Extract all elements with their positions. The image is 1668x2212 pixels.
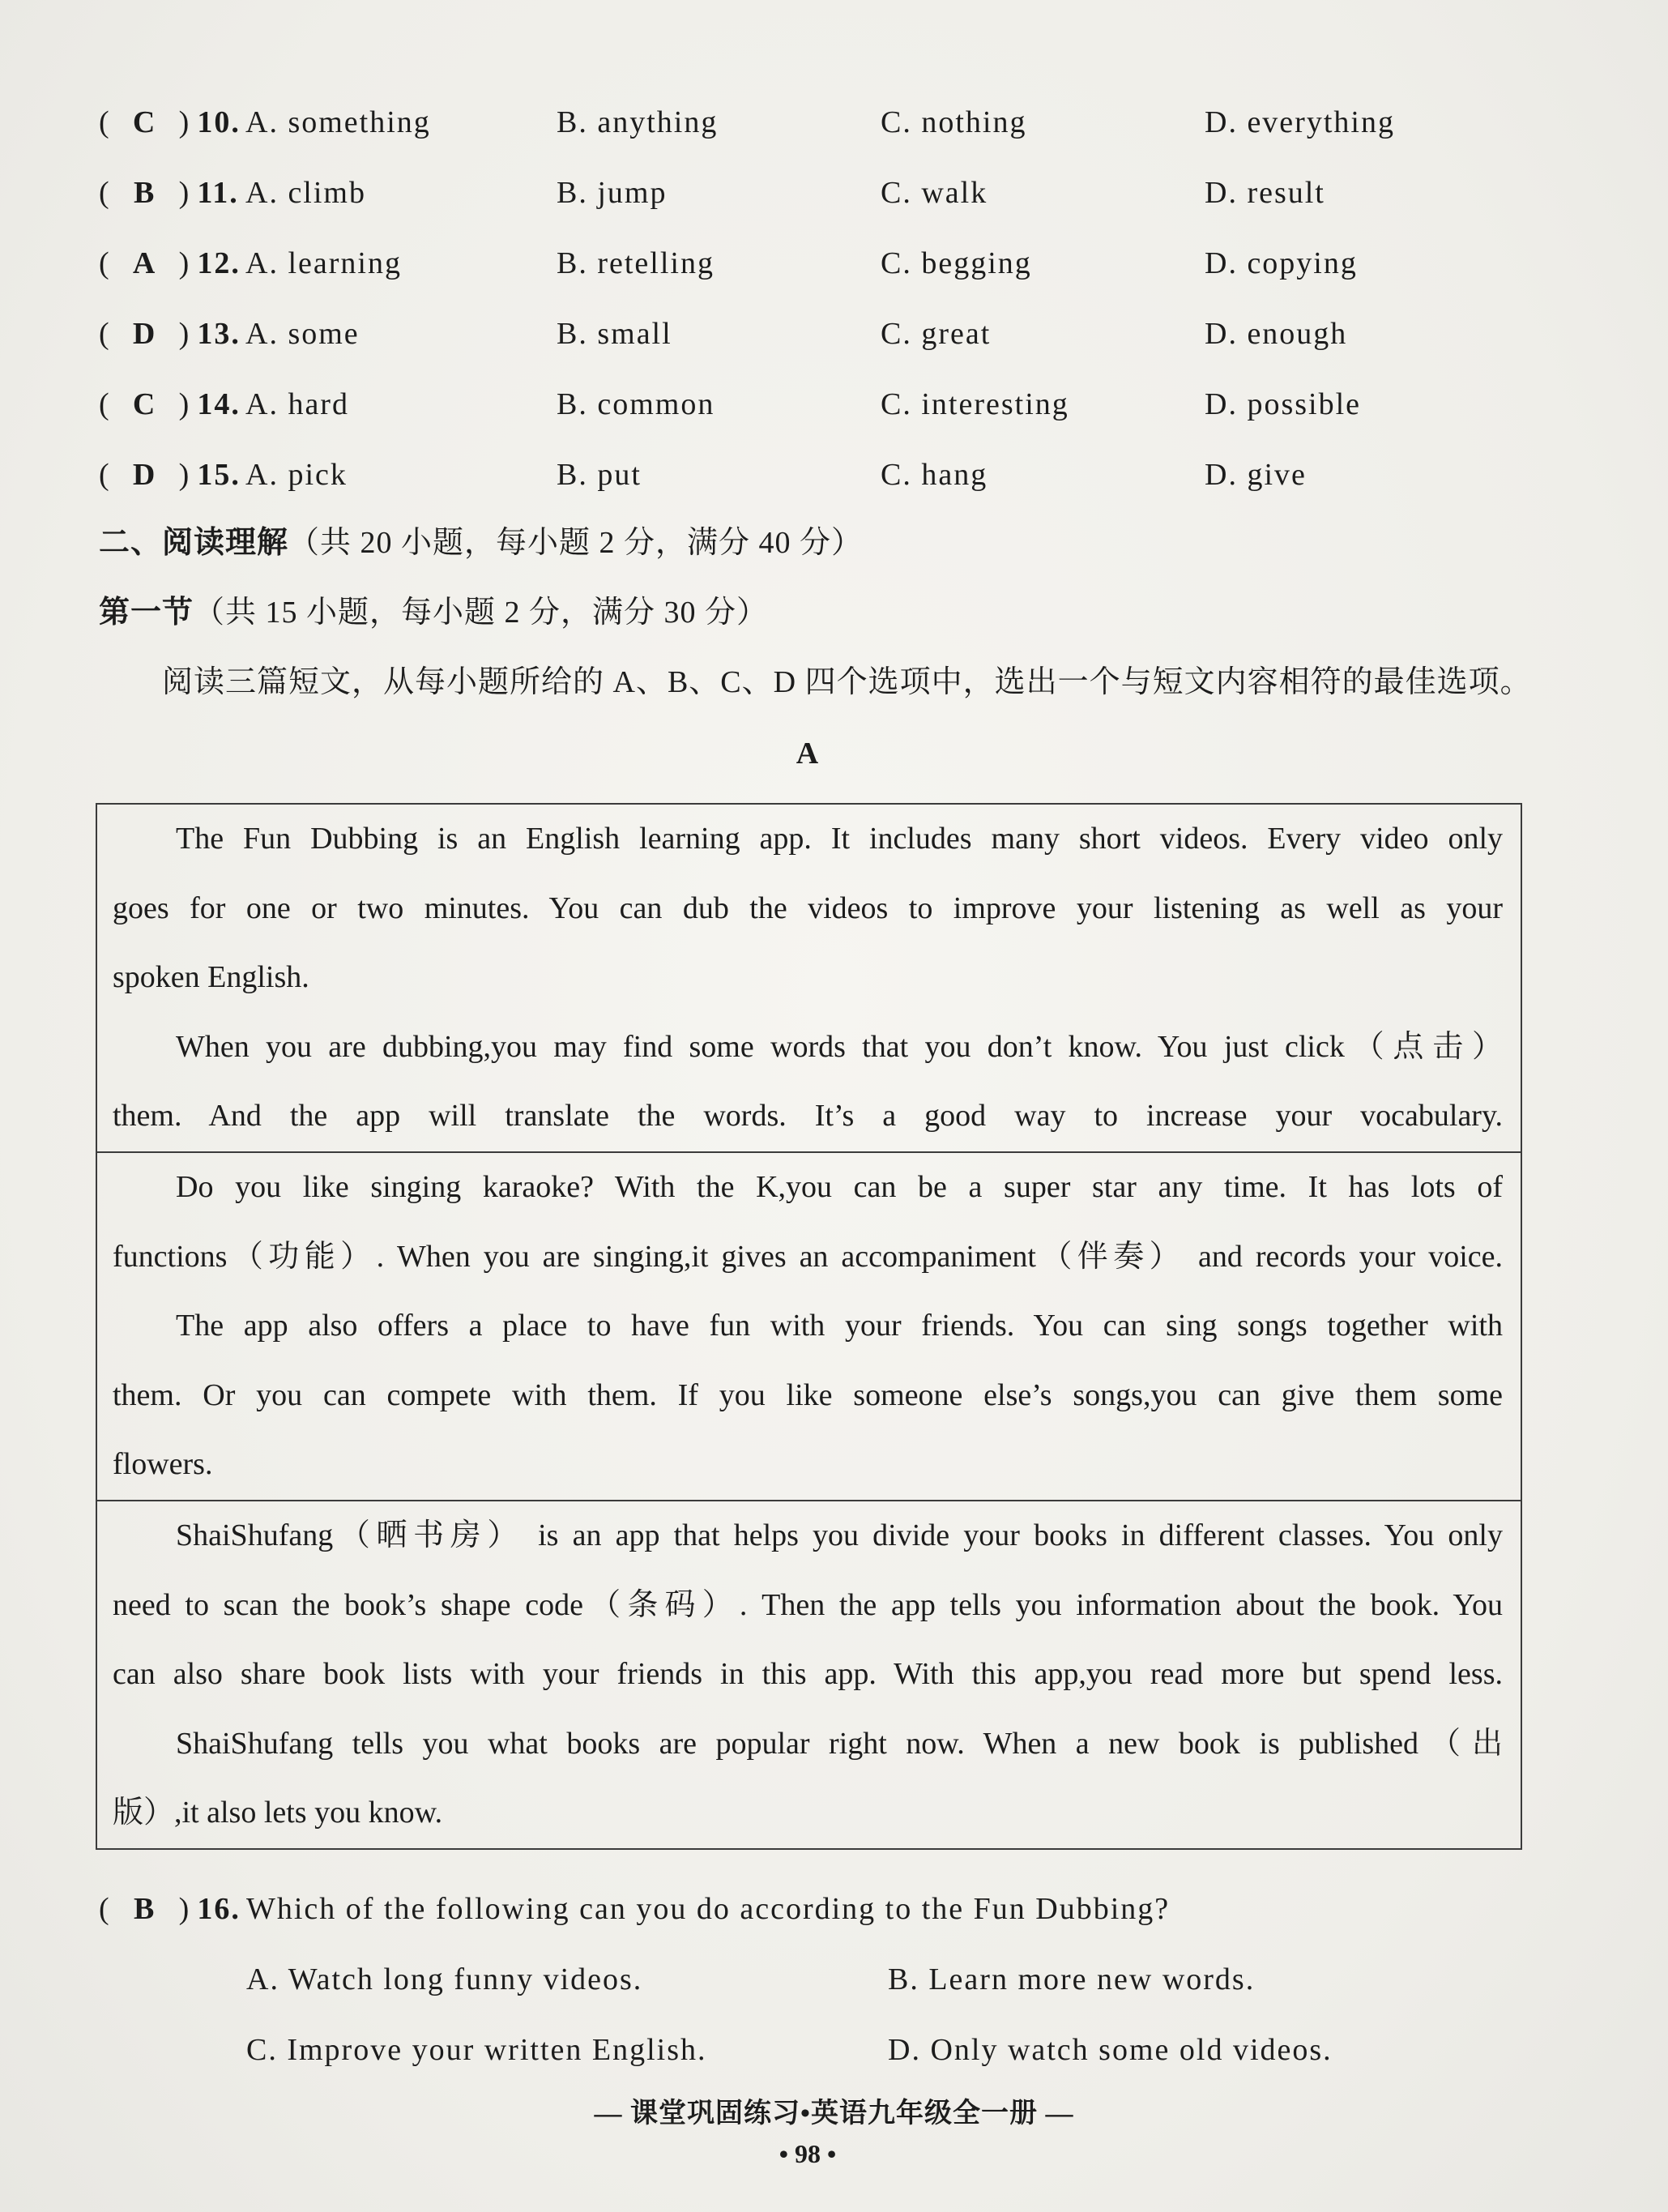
answer-head — [99, 158, 239, 228]
option-c: C. hang — [881, 458, 988, 492]
answer-letter: B — [133, 176, 156, 210]
passage-line: functions（功能）. When you are singing,it gives an accompaniment（伴奏） and records your voice. — [113, 1239, 1503, 1274]
answer-letter: D — [132, 317, 157, 351]
option-a: A. hard — [245, 387, 349, 421]
passage-line: need to scan the book’s shape code（条码）. Then the app tells you information about the book. You — [113, 1587, 1503, 1622]
passage-line: goes for one or two minutes. You can dub the videos to improve your listening as well as your — [113, 890, 1503, 925]
passage-line: The Fun Dubbing is an English learning app. It includes many short videos. Every video only — [176, 822, 1503, 856]
option-c: C. interesting — [881, 387, 1069, 421]
option-d: D. enough — [1205, 317, 1348, 351]
question-number: 12. — [197, 246, 241, 280]
cloze-answer-row-12 — [0, 228, 1668, 298]
passage-line: spoken English. — [113, 960, 309, 995]
option-b: B. jump — [557, 176, 668, 210]
option-a: A. learning — [245, 246, 402, 280]
answer-letter: B — [133, 1892, 156, 1926]
passage-box — [96, 803, 1522, 1850]
question-number: 14. — [197, 387, 241, 421]
section-two-heading — [99, 508, 863, 578]
answer-letter: C — [132, 387, 157, 421]
answer-head — [99, 1874, 241, 1944]
question-16-row — [0, 1874, 1668, 1944]
option-a: A. pick — [245, 458, 348, 492]
passage-section-fun-dubbing — [97, 805, 1521, 1151]
passage-line: Do you like singing karaoke? With the K,you can be a super star any time. It has lots of — [176, 1170, 1503, 1204]
passage-line: When you are dubbing,you may find some words that you don’t know. You just click（点击） — [176, 1029, 1503, 1064]
option-c: C. Improve your written English. — [246, 2033, 707, 2067]
passage-line: flowers. — [113, 1447, 213, 1482]
bracket-close: ) — [178, 246, 191, 280]
passage-label: A — [796, 737, 820, 771]
question-number: 10. — [197, 105, 241, 139]
passage-line: can also share book lists with your friends in this app. With this app,you read more but spend less. — [113, 1657, 1503, 1692]
cloze-answer-row-13 — [0, 299, 1668, 369]
passage-section-the-k — [97, 1151, 1521, 1500]
bracket-open: ( — [99, 246, 111, 280]
option-c: C. begging — [881, 246, 1032, 280]
answer-letter: A — [132, 246, 157, 280]
passage-section-shaishufang — [97, 1500, 1521, 1848]
passage-line: ShaiShufang（晒书房） is an app that helps you divide your books in different classes. You only — [176, 1518, 1503, 1552]
passage-line: ShaiShufang tells you what books are popular right now. When a new book is published（出 — [176, 1726, 1503, 1761]
bracket-open: ( — [99, 317, 111, 351]
answer-head — [99, 228, 241, 298]
option-d: D. give — [1205, 458, 1307, 492]
bracket-open: ( — [99, 387, 111, 421]
option-b: B. anything — [557, 105, 719, 139]
cloze-answer-row-14 — [0, 369, 1668, 439]
bracket-open: ( — [99, 105, 111, 139]
bracket-close: ) — [178, 458, 191, 492]
section-two-title: 二、阅读理解 — [99, 526, 289, 560]
question-16-options-row-1 — [0, 1945, 1668, 2014]
bracket-open: ( — [99, 1892, 111, 1926]
option-a: A. climb — [245, 176, 366, 210]
passage-line: 版）,it also lets you know. — [113, 1796, 443, 1830]
option-a: A. Watch long funny videos. — [246, 1962, 643, 1996]
option-b: B. common — [557, 387, 715, 421]
option-a: A. something — [245, 105, 431, 139]
option-d: D. everything — [1205, 105, 1395, 139]
question-number: 15. — [197, 458, 241, 492]
reading-instruction: 阅读三篇短文，从每小题所给的 A、B、C、D 四个选项中，选出一个与短文内容相符的最佳选项。 — [162, 665, 1532, 699]
option-d: D. Only watch some old videos. — [888, 2033, 1333, 2067]
option-b: B. small — [557, 317, 672, 351]
bracket-close: ) — [178, 1892, 191, 1926]
question-number: 13. — [197, 317, 241, 351]
option-b: B. put — [557, 458, 642, 492]
answer-letter: C — [132, 105, 157, 139]
footer-book-title: — 课堂巩固练习•英语九年级全一册 — — [594, 2099, 1074, 2129]
part-one-note: （共 15 小题，每小题 2 分，满分 30 分） — [194, 596, 769, 630]
cloze-answer-row-15 — [0, 440, 1668, 510]
option-a: A. some — [245, 317, 360, 351]
bracket-open: ( — [99, 458, 111, 492]
passage-line: them. And the app will translate the words. It’s a good way to increase your vocabulary. — [113, 1099, 1503, 1134]
option-c: C. nothing — [881, 105, 1027, 139]
bracket-close: ) — [178, 176, 191, 210]
part-one-title: 第一节 — [99, 596, 194, 630]
answer-head — [99, 369, 241, 439]
question-number: 16. — [197, 1892, 241, 1926]
option-d: D. copying — [1205, 246, 1358, 280]
bracket-close: ) — [178, 105, 191, 139]
cloze-answer-row-10 — [0, 88, 1668, 157]
option-b: B. retelling — [557, 246, 715, 280]
cloze-answer-row-11 — [0, 158, 1668, 228]
option-c: C. walk — [881, 176, 988, 210]
option-d: D. possible — [1205, 387, 1361, 421]
answer-head — [99, 299, 241, 369]
question-number: 11. — [197, 176, 239, 210]
bracket-close: ) — [178, 387, 191, 421]
answer-head — [99, 88, 241, 157]
option-c: C. great — [881, 317, 992, 351]
bracket-open: ( — [99, 176, 111, 210]
option-d: D. result — [1205, 176, 1325, 210]
passage-line: them. Or you can compete with them. If you like someone else’s songs,you can give them some — [113, 1377, 1503, 1412]
answer-letter: D — [132, 458, 157, 492]
part-one-heading — [99, 578, 768, 647]
footer-page-number: • 98 • — [779, 2139, 837, 2168]
option-b: B. Learn more new words. — [888, 1962, 1256, 1996]
answer-head — [99, 440, 241, 510]
passage-line: The app also offers a place to have fun with your friends. You can sing songs together with — [176, 1309, 1503, 1343]
question-16-options-row-2 — [0, 2015, 1668, 2085]
bracket-close: ) — [178, 317, 191, 351]
section-two-note: （共 20 小题，每小题 2 分，满分 40 分） — [288, 526, 864, 560]
question-stem: Which of the following can you do according to the Fun Dubbing? — [246, 1892, 1171, 1926]
